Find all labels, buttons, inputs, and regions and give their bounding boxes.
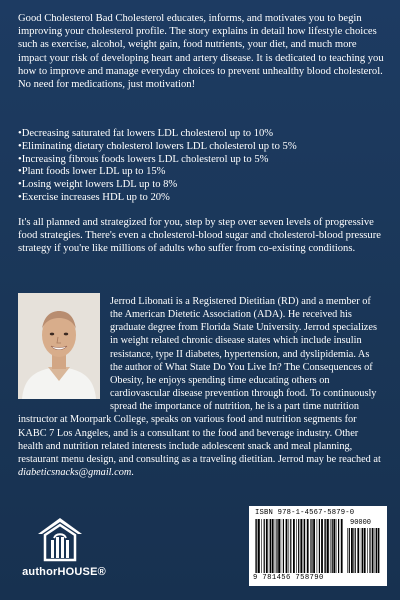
- list-item: •Decreasing saturated fat lowers LDL cholesterol up to 10%: [18, 128, 274, 139]
- isbn-barcode: [249, 506, 387, 586]
- author-bio-text: Jerrod Libonati is a Registered Dietitian (RD) and a member of the American Dietetic Association (ADA). He received his graduate degree from Florida State University. Jerrod specializes in weight related chronic disease states which include insulin resistance, type II diabetes, hypertension, and dyslipidemia. As the author of What State Do You Live In? The Consequences of Obesity, he enjoys spending time educating others on cardiovascular disease prevention through food. To continuously spread the importance of nutrition, he is a part time nutrition instructor at Moorpark College, speaks on various food and nutrition segments for KABC 7 Los Angeles, and is a consultant to the food and beverage industry. Other health and nutrition related interests include adolescent snack and meal planning, restaurant menu design, and consulting as a traveling dietitian. Jerrod may be reached at: [18, 296, 381, 465]
- barcode-digits: 9 781456 758790: [253, 574, 324, 582]
- publisher-name: authorHOUSE®: [22, 566, 106, 578]
- publisher-logo: [14, 516, 110, 586]
- benefits-list: [18, 128, 384, 205]
- strategy-paragraph: It's all planned and strategized for you, step by step over seven levels of progressive food strategies. There's even a cholesterol-blood sugar and cholesterol-blood pressure strategy if you're like millions of adults who suffer from co-existing conditions.: [18, 217, 381, 255]
- price-code: 90000: [350, 519, 372, 527]
- photo-spacer: [18, 295, 110, 405]
- list-item: •Increasing fibrous foods lowers LDL cholesterol up to 5%: [18, 153, 269, 165]
- author-bio-end: .: [131, 467, 134, 479]
- author-email: diabeticsnacks@gmail.com: [18, 467, 132, 479]
- list-item: •Eliminating dietary cholesterol lowers LDL cholesterol up to 5%: [18, 140, 297, 152]
- house-icon: [36, 516, 84, 562]
- list-item: •Plant foods lower LDL up to 15%: [18, 166, 166, 178]
- isbn-number: ISBN 978-1-4567-5879-0: [255, 509, 355, 517]
- list-item: •Losing weight lowers LDL up to 8%: [18, 179, 178, 191]
- barcode-bars: [255, 519, 343, 573]
- list-item: •Exercise increases HDL up to 20%: [18, 191, 170, 203]
- author-bio: [18, 295, 384, 479]
- price-barcode-bars: [347, 528, 381, 573]
- intro-paragraph: Good Cholesterol Bad Cholesterol educates, informs, and motivates you to begin improving your cholesterol profile. The story explains in detail how lifestyle choices such as exercise, alcohol, weight gain, food nutrients, your diet, and much more impact your risk of developing heart and artery disease. It is dedicated to teaching you how to improve and manage everyday choices to prevent unhealthy blood cholesterol. No need for medications, just motivation!: [18, 13, 384, 91]
